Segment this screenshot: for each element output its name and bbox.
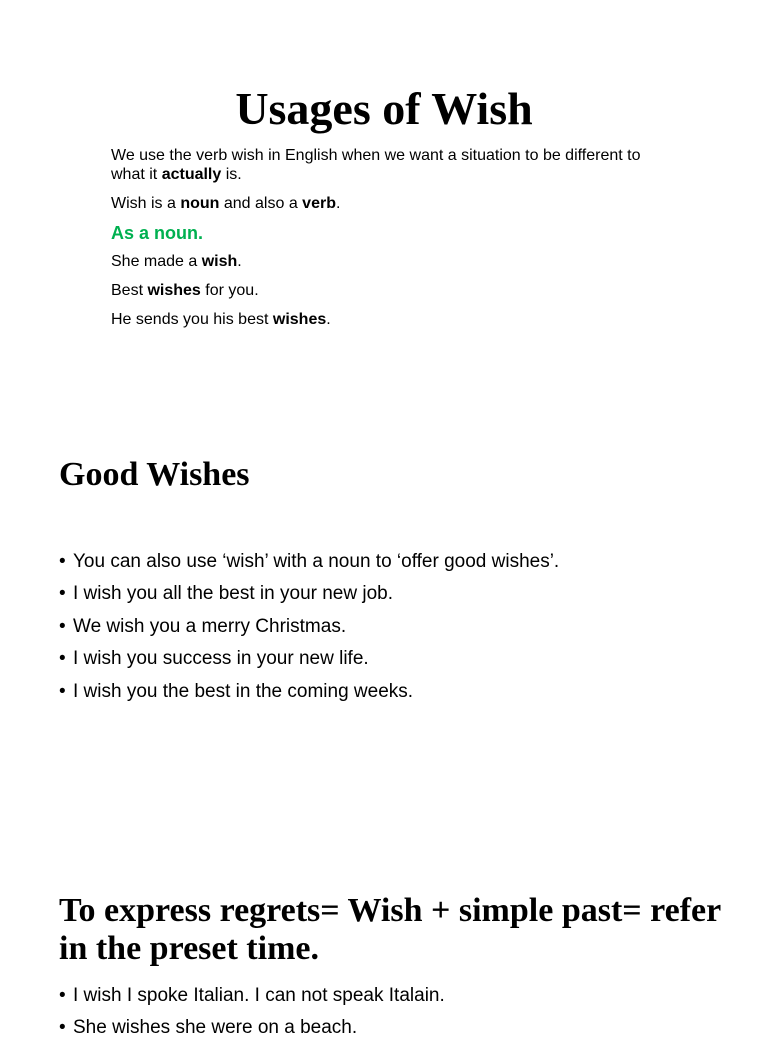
example-sentence: Best wishes for you. [111, 282, 259, 299]
slide-title: Good Wishes [59, 456, 250, 493]
emphasis-text: wish [201, 253, 238, 270]
example-sentence: He sends you his best wishes. [111, 311, 331, 328]
example-sentence: She made a wish. [111, 253, 242, 270]
bullet-item: • I wish you all the best in your new job. [59, 582, 559, 606]
bullet-item: • I wish you the best in the coming weeks. [59, 680, 559, 704]
intro-paragraph: We use the verb wish in English when we want a situation to be different to what it actually is. [111, 147, 641, 183]
emphasis-text: wishes [272, 311, 327, 328]
bullet-item: • She wishes she were on a beach. [59, 1016, 445, 1040]
bullet-item: • I wish you success in your new life. [59, 647, 559, 671]
slide-express-regrets [0, 880, 768, 1039]
slide-title: Usages of Wish [235, 83, 533, 134]
bullet-item: • We wish you a merry Christmas. [59, 615, 559, 639]
slide-good-wishes [0, 420, 768, 860]
bullet-item: • I wish I spoke Italian. I can not speak Italain. [59, 984, 445, 1008]
as-noun-heading: As a noun. [111, 223, 204, 243]
bullet-item: • You can also use ‘wish’ with a noun to ‘offer good wishes’. [59, 550, 559, 574]
emphasis-text: verb [302, 195, 336, 212]
bullet-list [59, 550, 559, 712]
emphasis-text: actually [161, 166, 222, 183]
slide-title: To express regrets= Wish + simple past= refer in the preset time. [59, 892, 721, 967]
slide-usages-of-wish [0, 0, 768, 400]
slide-body [111, 146, 651, 339]
bullet-list [59, 984, 445, 1049]
noun-verb-paragraph: Wish is a noun and also a verb. [111, 195, 341, 212]
emphasis-text: noun [180, 195, 220, 212]
emphasis-text: wishes [147, 282, 201, 299]
